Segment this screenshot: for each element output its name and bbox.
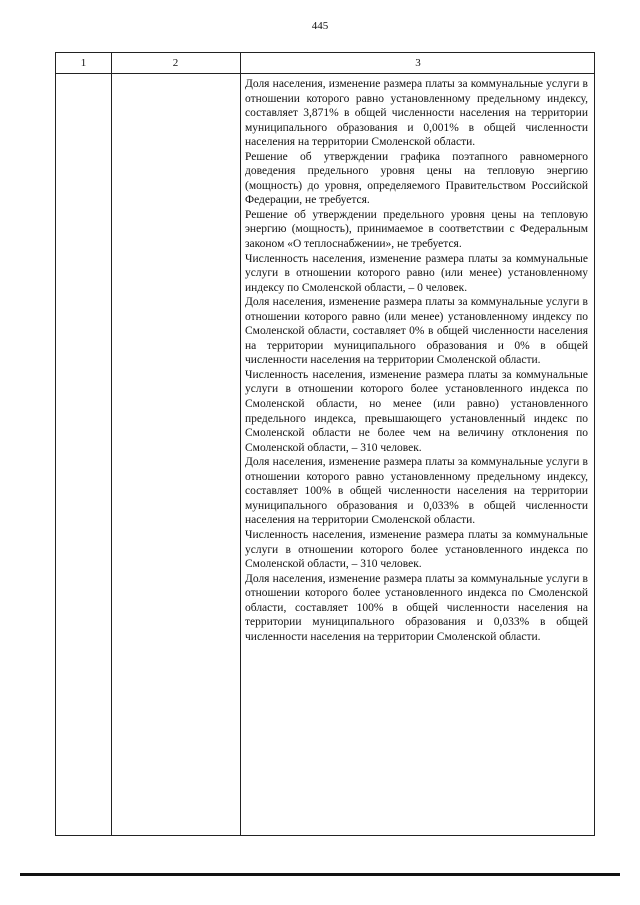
footer-rule: [20, 873, 620, 876]
document-table: [55, 52, 595, 836]
paragraph: Доля населения, изменение размера платы за коммунальные услуги в отношении которого равно (или менее) установленному индексу по Смоленской области, составляет 0% в общей численности населения на территории муниципального образования и 0% в общей численности населения на территории Смоленской области.: [245, 296, 588, 367]
table-header-row: [56, 53, 594, 74]
paragraph: Решение об утверждении графика поэтапного равномерного доведения предельного уровня цены на тепловую энергию (мощность) до уровня, определяемого Правительством Российской Федерации, не требуется.: [245, 150, 588, 207]
header-cell-1: 1: [80, 57, 87, 69]
paragraph: Численность населения, изменение размера платы за коммунальные услуги в отношении которого более установленного индекса по Смоленской области, но менее (или равно) установленного предельного индекса, превышающего установленный индекс по Смоленской области не более чем на величину отклонения по Смоленской области, – 310 человек.: [245, 368, 588, 454]
paragraph: Решение об утверждении предельного уровня цены на тепловую энергию (мощность), принимаемое в соответствии с Федеральным законом «О теплоснабжении», не требуется.: [245, 208, 588, 251]
header-cell-3: 3: [415, 57, 421, 69]
page-number: 445: [311, 20, 329, 32]
paragraph: Доля населения, изменение размера платы за коммунальные услуги в отношении которого равно установленному предельному индексу, составляет 100% в общей численности населения на территории муниципального образования и 0,033% в общей численности населения на территории Смоленской области.: [245, 456, 588, 527]
paragraph: Численность населения, изменение размера платы за коммунальные услуги в отношении которого более установленного индекса по Смоленской области, – 310 человек.: [245, 528, 588, 571]
header-cell-2: 2: [172, 57, 179, 69]
paragraph: Доля населения, изменение размера платы за коммунальные услуги в отношении которого равно установленному предельному индексу, составляет 3,871% в общей численности населения на территории муниципального образования и 0,001% в общей численности населения на территории Смоленской области.: [245, 78, 588, 149]
paragraph: Численность населения, изменение размера платы за коммунальные услуги в отношении которого равно (или менее) установленному индексу по Смоленской области, – 0 человек.: [245, 252, 588, 294]
column-3-content: [245, 77, 588, 644]
column-divider-1: [111, 53, 112, 835]
paragraph: Доля населения, изменение размера платы за коммунальные услуги в отношении которого более установленного индекса по Смоленской области, составляет 100% в общей численности населения на территории муниципального образования и 0,033% в общей численности населения на территории Смоленской области.: [245, 572, 588, 643]
column-divider-2: [240, 53, 241, 835]
